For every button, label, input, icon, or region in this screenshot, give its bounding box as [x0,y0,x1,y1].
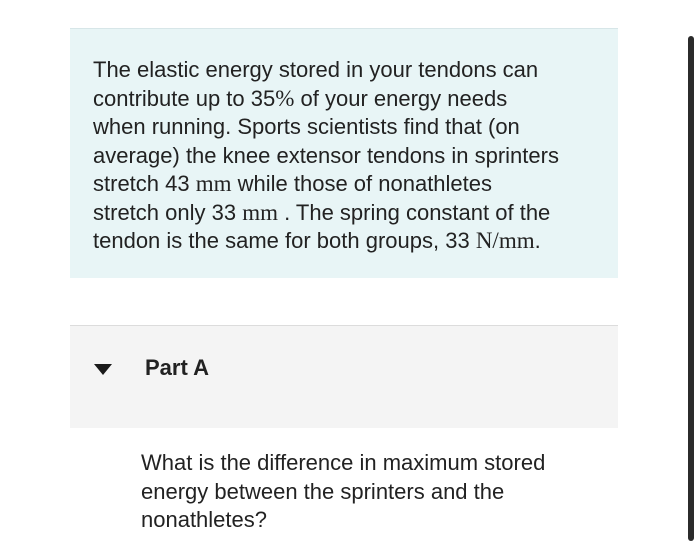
problem-line-6-start: stretch only 33 [93,199,243,225]
problem-line-5-start: stretch 43 [93,171,196,196]
part-a-title: Part A [145,355,209,380]
vertical-scrollbar[interactable] [688,36,694,541]
percent-symbol: % [275,85,295,111]
problem-line-5-end: while those of nonathletes [231,171,493,196]
unit-spring-constant: N/mm [475,228,535,253]
problem-statement-text [93,56,603,256]
problem-line-4: average) the knee extensor tendons in sprinters [93,142,559,168]
problem-line-2-start: contribute up to 35 [93,85,276,111]
problem-line-7-end: . [534,228,541,253]
caret-down-icon[interactable] [94,364,112,375]
problem-line-3: when running. Sports scientists find that (on [93,114,520,139]
problem-line-2-end: of your energy needs [294,85,508,111]
scrollbar-thumb[interactable] [688,36,694,541]
problem-line-6-end: . The spring constant of the [277,199,551,225]
unit-mm-nonathletes: mm [242,199,278,225]
problem-statement-box [70,28,618,278]
part-a-header[interactable] [70,325,618,428]
problem-line-1: The elastic energy stored in your tendons can [93,57,539,82]
part-a-question: What is the difference in maximum stored energy between the sprinters and the nonathletes? [141,450,546,532]
problem-line-7-start: tendon is the same for both groups, 33 [93,228,476,253]
unit-mm-sprinters: mm [195,171,232,196]
